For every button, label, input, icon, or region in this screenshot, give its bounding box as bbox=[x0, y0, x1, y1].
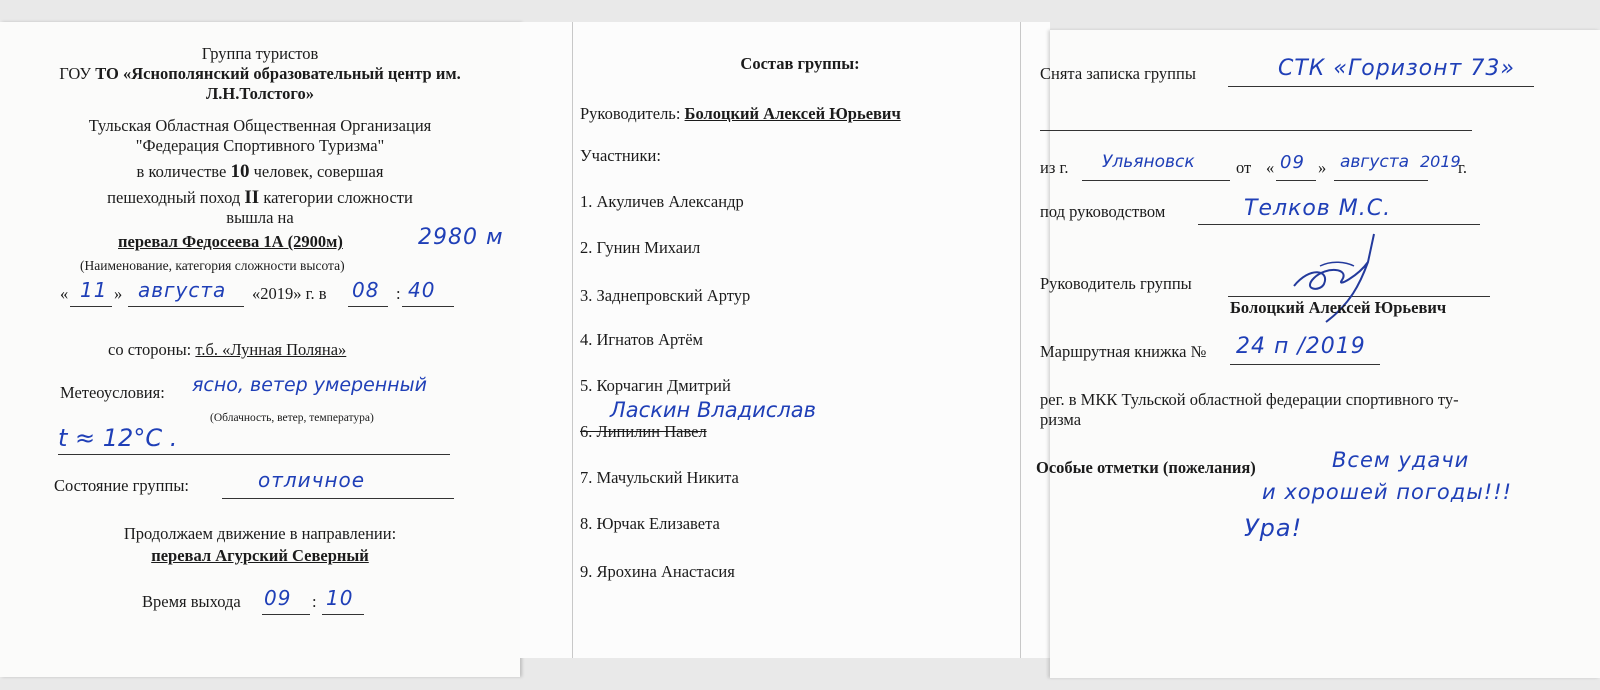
hike-type: пешеходный поход bbox=[107, 188, 245, 207]
member-1: 1. Акуличев Александр bbox=[580, 192, 744, 211]
from-month-handwritten: августа bbox=[1340, 152, 1410, 172]
middle-panel bbox=[520, 22, 1050, 658]
pass-caption: (Наименование, категория сложности высота) bbox=[80, 258, 345, 273]
replacement-member-handwritten: Ласкин Владислав bbox=[610, 398, 817, 422]
under-leadership-line bbox=[1198, 224, 1480, 225]
date-open: « bbox=[60, 284, 69, 303]
exit-sep: : bbox=[312, 592, 317, 611]
weather-caption: (Облачность, ветер, температура) bbox=[210, 412, 374, 424]
from-close: » bbox=[1318, 158, 1327, 177]
member-7: 7. Мачульский Никита bbox=[580, 468, 739, 487]
from-open: « bbox=[1266, 158, 1275, 177]
member-2: 2. Гунин Михаил bbox=[580, 238, 701, 257]
exit-min-handwritten: 10 bbox=[326, 586, 354, 610]
group-state-label: Состояние группы: bbox=[54, 476, 189, 495]
date-month-handwritten: августа bbox=[138, 278, 227, 302]
tourist-group-heading: Группа туристов bbox=[201, 44, 319, 63]
from-label: из г. bbox=[1040, 158, 1069, 177]
from-city-handwritten: Ульяновск bbox=[1102, 152, 1195, 172]
exit-hour-handwritten: 09 bbox=[264, 586, 292, 610]
member-9: 9. Ярохина Анастасия bbox=[580, 562, 735, 581]
pass-height-handwritten: 2980 м bbox=[418, 225, 504, 250]
temperature-handwritten: t ≈ 12°C . bbox=[58, 424, 178, 452]
date-day-handwritten: 11 bbox=[80, 278, 108, 302]
continue-label: Продолжаем движение в направлении: bbox=[123, 524, 397, 543]
special-notes-handwritten-2: и хорошей погоды!!! bbox=[1262, 480, 1513, 504]
category-suffix: категории сложности bbox=[259, 188, 413, 207]
date-mid: » bbox=[114, 284, 123, 303]
member-3: 3. Заднепровский Артур bbox=[580, 286, 751, 305]
hike-category-line bbox=[0, 188, 520, 208]
weather-label: Метеоусловия: bbox=[60, 383, 165, 402]
group-state-line bbox=[222, 498, 454, 499]
removed-line bbox=[1228, 86, 1534, 87]
right-panel bbox=[1036, 30, 1600, 678]
time-min-handwritten: 40 bbox=[408, 278, 436, 302]
org-name: ТО «Яснополянский образовательный центр им. bbox=[95, 64, 461, 83]
organization-line bbox=[0, 64, 520, 84]
exit-hour-line bbox=[262, 614, 310, 615]
count-value: 10 bbox=[230, 161, 250, 182]
from-year-handwritten: 2019 bbox=[1420, 152, 1461, 171]
org-prefix: ГОУ bbox=[59, 64, 96, 83]
group-composition-title: Состав группы: bbox=[740, 54, 860, 73]
member-4: 4. Игнатов Артём bbox=[580, 330, 703, 349]
member-5: 5. Корчагин Дмитрий bbox=[580, 376, 731, 395]
time-hour-line bbox=[348, 306, 388, 307]
removed-line-2 bbox=[1040, 130, 1472, 131]
pass-name: перевал Федосеева 1А (2900м) bbox=[118, 232, 343, 251]
special-notes-handwritten-1: Всем удачи bbox=[1332, 448, 1470, 472]
category-value: II bbox=[244, 187, 260, 208]
side-label-text: со стороны: bbox=[108, 340, 192, 359]
member-8: 8. Юрчак Елизавета bbox=[580, 514, 720, 533]
registration-line-2: ризма bbox=[1040, 410, 1082, 429]
special-notes-label: Особые отметки (пожелания) bbox=[1036, 458, 1256, 477]
time-min-line bbox=[402, 306, 454, 307]
group-state-handwritten: отличное bbox=[258, 468, 366, 492]
from-year-suffix: г. bbox=[1458, 158, 1468, 177]
date-year: «2019» г. в bbox=[252, 284, 327, 303]
continue-value: перевал Агурский Северный bbox=[151, 546, 369, 565]
route-book-label: Маршрутная книжка № bbox=[1040, 342, 1207, 361]
fold-line-left bbox=[572, 22, 573, 658]
registration-line-1: рег. в МКК Тульской областной федерации спортивного ту- bbox=[1040, 390, 1459, 409]
org-name-continued: Л.Н.Толстого» bbox=[206, 84, 314, 103]
federation-name: "Федерация Спортивного Туризма" bbox=[135, 136, 385, 155]
leader-name: Болоцкий Алексей Юрьевич bbox=[684, 104, 901, 123]
time-hour-handwritten: 08 bbox=[352, 278, 380, 302]
group-leader-label: Руководитель группы bbox=[1040, 274, 1192, 293]
from-day-line bbox=[1276, 180, 1316, 181]
weather-handwritten: ясно, ветер умеренный bbox=[192, 374, 427, 396]
from-month-line bbox=[1334, 180, 1428, 181]
from-city-line bbox=[1082, 180, 1230, 181]
count-prefix: в количестве bbox=[136, 162, 231, 181]
count-suffix: человек, совершая bbox=[249, 162, 384, 181]
under-leadership-handwritten: Телков М.С. bbox=[1244, 196, 1392, 221]
temperature-line bbox=[58, 454, 450, 455]
side-value: т.б. «Лунная Поляна» bbox=[195, 340, 347, 359]
exit-time-label: Время выхода bbox=[142, 592, 241, 611]
route-book-handwritten: 24 п /2019 bbox=[1236, 334, 1366, 359]
member-6-struck: 6. Липилин Павел bbox=[580, 422, 707, 441]
removed-group-handwritten: СТК «Горизонт 73» bbox=[1278, 56, 1515, 81]
left-panel bbox=[0, 22, 520, 677]
leader-line bbox=[580, 104, 901, 124]
date-day-line bbox=[70, 306, 112, 307]
route-book-line bbox=[1230, 364, 1380, 365]
fold-line-right bbox=[1020, 22, 1021, 658]
members-label: Участники: bbox=[580, 146, 661, 165]
exited-to: вышла на bbox=[226, 208, 294, 227]
special-notes-handwritten-3: Ура! bbox=[1244, 514, 1303, 542]
leader-label: Руководитель: bbox=[580, 104, 681, 123]
group-leader-name: Болоцкий Алексей Юрьевич bbox=[1230, 298, 1447, 317]
date-month-line bbox=[128, 306, 244, 307]
removed-label: Снята записка группы bbox=[1040, 64, 1196, 83]
from-ot: от bbox=[1236, 158, 1252, 177]
group-count-line bbox=[0, 162, 520, 182]
side-label bbox=[108, 340, 346, 360]
regional-org: Тульская Областная Общественная Организация bbox=[88, 116, 432, 135]
exit-min-line bbox=[322, 614, 364, 615]
under-leadership-label: под руководством bbox=[1040, 202, 1166, 221]
time-sep: : bbox=[396, 284, 401, 303]
from-day-handwritten: 09 bbox=[1280, 152, 1305, 173]
